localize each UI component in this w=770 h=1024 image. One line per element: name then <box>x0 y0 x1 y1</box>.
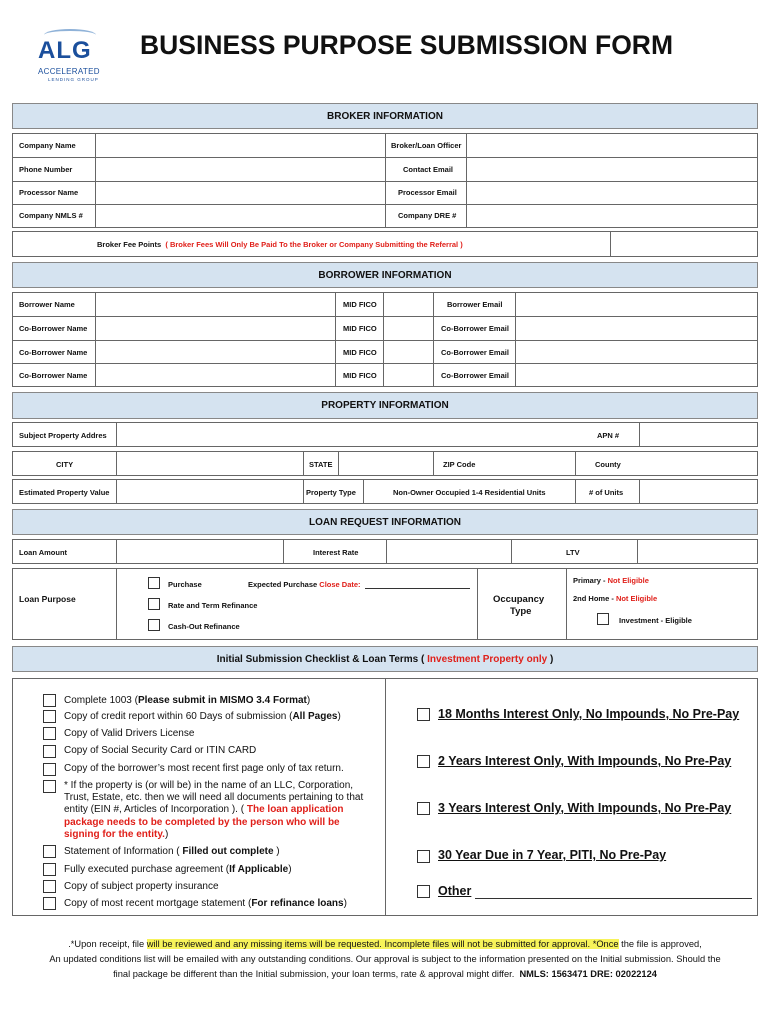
mid-fico-input[interactable] <box>384 317 433 340</box>
dre-label: Company DRE # <box>398 211 457 220</box>
property-section-header: PROPERTY INFORMATION <box>12 392 758 419</box>
borrower-name-input[interactable] <box>96 341 335 363</box>
loan-section-header: LOAN REQUEST INFORMATION <box>12 509 758 535</box>
second-home-note: Not Eligible <box>615 594 658 603</box>
city-input[interactable] <box>117 452 303 475</box>
option-30yr: 30 Year Due in 7 Year, PITI, No Pre-Pay <box>438 848 667 862</box>
footer-line-2: An updated conditions list will be emailed with any outstanding conditions. Our approval is subject to the information presented on the Initial submission. Should the <box>49 954 721 964</box>
rate-term-label: Rate and Term Refinance <box>168 601 258 610</box>
option-2yr: 2 Years Interest Only, With Impounds, No Pre-Pay <box>438 754 732 768</box>
checklist-insurance: Copy of subject property insurance <box>64 881 219 892</box>
state-input[interactable] <box>339 452 433 475</box>
checklist-llc-checkbox[interactable] <box>43 780 56 793</box>
checklist-license-checkbox[interactable] <box>43 727 56 740</box>
checklist-tax-checkbox[interactable] <box>43 763 56 776</box>
borrower-email-input[interactable] <box>516 293 757 316</box>
borrower-email-input[interactable] <box>516 364 757 386</box>
apn-input[interactable] <box>640 423 757 446</box>
logo-line-1: ACCELERATED <box>38 67 100 76</box>
processor-name-label: Processor Name <box>19 188 79 197</box>
checklist-section-header <box>12 646 758 672</box>
checklist-header-text: Initial Submission Checklist & Loan Terms ( <box>216 653 425 665</box>
investment-label: Investment - Eligible <box>619 616 692 625</box>
checklist-llc: * If the property is (or will be) in the name of an LLC, Corporation, Trust, Estate, etc. then we will need all documents pertaining to that entity (EIN #, Articles of Incorporation ). ( The loan application package needs to be completed by the person who will be signing for the entity.) <box>64 780 364 840</box>
broker-fee-row <box>12 231 758 257</box>
option-other: Other <box>438 884 472 898</box>
broker-section-header: BROKER INFORMATION <box>12 103 758 129</box>
checklist-insurance-checkbox[interactable] <box>43 880 56 893</box>
property-value-row <box>12 479 758 504</box>
company-name-label: Company Name <box>19 141 76 150</box>
interest-rate-label: Interest Rate <box>313 548 359 557</box>
zip-input[interactable] <box>483 452 575 475</box>
checklist-purchase-agreement: Fully executed purchase agreement (If Applicable) <box>64 864 292 875</box>
checklist-box <box>12 678 758 916</box>
checklist-header-end: ) <box>549 653 554 665</box>
footer-line-1c: the file is approved, <box>618 939 702 949</box>
checklist-statement-checkbox[interactable] <box>43 845 56 858</box>
checklist-credit-checkbox[interactable] <box>43 710 56 723</box>
borrower-name-input[interactable] <box>96 364 335 386</box>
mid-fico-input[interactable] <box>384 364 433 386</box>
units-label: # of Units <box>589 488 624 497</box>
broker-officer-label: Broker/Loan Officer <box>391 141 462 150</box>
ltv-label: LTV <box>566 548 580 557</box>
cashout-checkbox[interactable] <box>148 619 160 631</box>
mid-fico-input[interactable] <box>384 341 433 363</box>
footer-nmls: NMLS: 1563471 DRE: 02022124 <box>519 969 657 979</box>
phone-label: Phone Number <box>19 165 73 174</box>
checklist-credit: Copy of credit report within 60 Days of submission (All Pages) <box>64 711 341 722</box>
cashout-label: Cash-Out Refinance <box>168 622 240 631</box>
option-other-input[interactable] <box>475 884 752 899</box>
property-city-row <box>12 451 758 476</box>
page-title: BUSINESS PURPOSE SUBMISSION FORM <box>140 30 674 60</box>
property-address-input[interactable] <box>117 423 639 446</box>
broker-table <box>12 133 758 228</box>
broker-fee-label: Broker Fee Points <box>97 240 162 249</box>
occupancy-type-label: Type <box>510 606 532 617</box>
borrower-name-label: Borrower Name <box>19 300 75 309</box>
option-30yr-checkbox[interactable] <box>417 850 430 863</box>
ltv-input[interactable] <box>638 540 757 563</box>
checklist-mortgage: Copy of most recent mortgage statement (For refinance loans) <box>64 898 347 909</box>
broker-fee-note: ( Broker Fees Will Only Be Paid To the Broker or Company Submitting the Referral ) <box>165 240 463 249</box>
nmls-label: Company NMLS # <box>19 211 83 220</box>
property-value-label: Estimated Property Value <box>19 488 110 497</box>
occupancy-label: Occupancy <box>493 594 545 605</box>
footer-line-1a: .*Upon receipt, file <box>68 939 147 949</box>
checklist-mortgage-checkbox[interactable] <box>43 897 56 910</box>
processor-email-input[interactable] <box>467 182 757 204</box>
property-type-value: Non-Owner Occupied 1-4 Residential Units <box>393 488 546 497</box>
option-3yr: 3 Years Interest Only, With Impounds, No Pre-Pay <box>438 801 732 815</box>
checklist-ssn: Copy of Social Security Card or ITIN CARD <box>64 745 257 756</box>
checklist-purchase-agreement-checkbox[interactable] <box>43 863 56 876</box>
loan-amount-input[interactable] <box>117 540 283 563</box>
borrower-name-label: Co-Borrower Name <box>19 371 88 380</box>
logo-mark: ALG <box>38 37 92 64</box>
broker-officer-input[interactable] <box>467 134 757 157</box>
borrower-table <box>12 292 758 387</box>
checklist-license: Copy of Valid Drivers License <box>64 728 195 739</box>
processor-email-label: Processor Email <box>398 188 457 197</box>
dre-input[interactable] <box>467 205 757 227</box>
option-other-checkbox[interactable] <box>417 885 430 898</box>
property-address-label: Subject Property Addres <box>19 431 107 440</box>
primary-label: Primary - <box>573 576 606 585</box>
checklist-1003-checkbox[interactable] <box>43 694 56 707</box>
option-18mo: 18 Months Interest Only, No Impounds, No Pre-Pay <box>438 707 740 721</box>
apn-label: APN # <box>597 431 620 440</box>
nmls-input[interactable] <box>96 205 385 227</box>
logo-line-2: LENDING GROUP <box>48 77 99 82</box>
county-label: County <box>595 460 621 469</box>
contact-email-input[interactable] <box>467 158 757 181</box>
investment-checkbox[interactable] <box>597 613 609 625</box>
footer-disclaimer <box>10 937 760 982</box>
phone-input[interactable] <box>96 158 385 181</box>
checklist-tax: Copy of the borrower’s most recent first page only of tax return. <box>64 763 344 774</box>
property-address-row <box>12 422 758 447</box>
loan-amount-label: Loan Amount <box>19 548 68 557</box>
company-logo <box>30 30 115 86</box>
borrower-email-input[interactable] <box>516 317 757 340</box>
loan-amount-row <box>12 539 758 564</box>
county-input[interactable] <box>640 452 757 475</box>
checklist-1003: Complete 1003 (Please submit in MISMO 3.4 Format) <box>64 695 311 706</box>
borrower-email-label: Co-Borrower Email <box>441 348 509 357</box>
option-18mo-checkbox[interactable] <box>417 708 430 721</box>
broker-fee-input[interactable] <box>611 232 757 256</box>
purchase-checkbox[interactable] <box>148 577 160 589</box>
borrower-name-label: Co-Borrower Name <box>19 348 88 357</box>
primary-note: Not Eligible <box>607 576 649 585</box>
mid-fico-label: MID FICO <box>343 348 377 357</box>
borrower-name-input[interactable] <box>96 317 335 340</box>
loan-purpose-block <box>12 568 758 640</box>
checklist-ssn-checkbox[interactable] <box>43 745 56 758</box>
mid-fico-input[interactable] <box>384 293 433 316</box>
borrower-email-label: Co-Borrower Email <box>441 324 509 333</box>
second-home-label: 2nd Home - <box>573 594 614 603</box>
footer-line-3a: final package be different than the Initial submission, your loan terms, rate & approval might differ. <box>113 969 515 979</box>
contact-email-label: Contact Email <box>403 165 454 174</box>
borrower-email-input[interactable] <box>516 341 757 363</box>
mid-fico-label: MID FICO <box>343 324 377 333</box>
interest-rate-input[interactable] <box>387 540 511 563</box>
processor-name-input[interactable] <box>96 182 385 204</box>
mid-fico-label: MID FICO <box>343 371 377 380</box>
rate-term-checkbox[interactable] <box>148 598 160 610</box>
close-date-red: Close Date: <box>319 580 361 589</box>
borrower-section-header: BORROWER INFORMATION <box>12 262 758 288</box>
company-name-input[interactable] <box>96 134 385 157</box>
mid-fico-label: MID FICO <box>343 300 377 309</box>
close-date-label: Expected Purchase <box>248 580 318 589</box>
purchase-label: Purchase <box>168 580 202 589</box>
units-input[interactable] <box>640 480 757 503</box>
close-date-input[interactable] <box>365 578 470 589</box>
property-value-input[interactable] <box>117 480 303 503</box>
state-label: STATE <box>309 460 333 469</box>
checklist-header-red: Investment Property only <box>427 653 548 665</box>
option-3yr-checkbox[interactable] <box>417 802 430 815</box>
borrower-name-label: Co-Borrower Name <box>19 324 88 333</box>
footer-line-1b: will be reviewed and any missing items will be requested. Incomplete files will not be submitted for approval. *Once <box>146 939 619 949</box>
borrower-email-label: Co-Borrower Email <box>441 371 509 380</box>
checklist-statement: Statement of Information ( Filled out complete ) <box>64 846 280 857</box>
loan-purpose-label: Loan Purpose <box>19 594 76 604</box>
property-type-label: Property Type <box>306 488 356 497</box>
city-label: CITY <box>56 460 74 469</box>
option-2yr-checkbox[interactable] <box>417 755 430 768</box>
borrower-name-input[interactable] <box>96 293 335 316</box>
zip-label: ZIP Code <box>443 460 476 469</box>
borrower-email-label: Borrower Email <box>447 300 503 309</box>
